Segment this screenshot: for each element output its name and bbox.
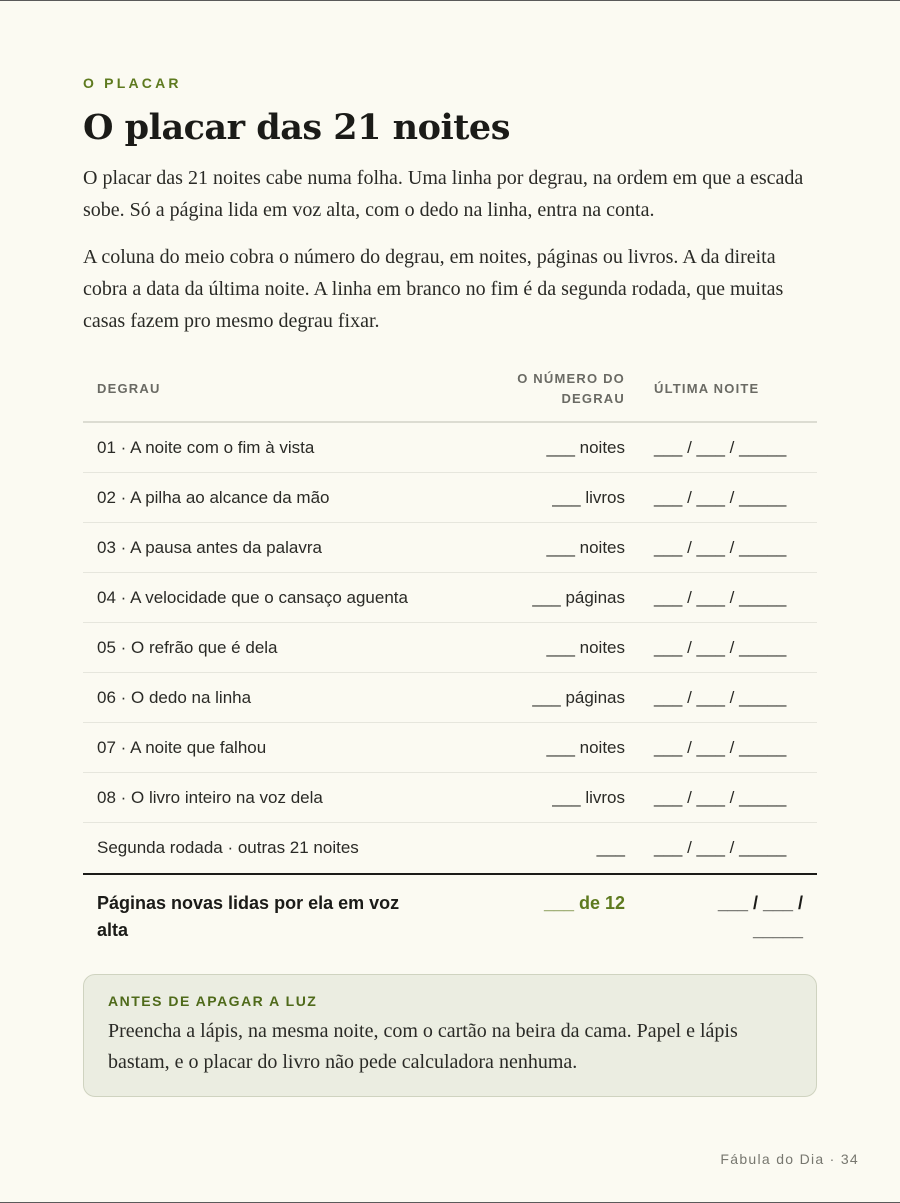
table-row: [83, 523, 817, 573]
scoreboard-table: [83, 363, 817, 969]
degrau-cell: 03 · A pausa antes da palavra: [97, 538, 322, 557]
column-header-numero: O NÚMERO DO DEGRAU: [517, 371, 625, 406]
degrau-cell: 08 · O livro inteiro na voz dela: [97, 788, 323, 807]
date-blank: ___ / ___ / _____: [654, 538, 787, 557]
degrau-cell: 02 · A pilha ao alcance da mão: [97, 488, 330, 507]
numero-blank: ___ noites: [546, 438, 625, 457]
date-blank: ___ / ___ / _____: [654, 488, 787, 507]
callout-box: [83, 974, 817, 1097]
date-blank: ___ / ___ / _____: [654, 738, 787, 757]
date-blank: ___ / ___ / _____: [654, 788, 787, 807]
section-eyebrow: O PLACAR: [83, 75, 182, 91]
numero-blank: ___ páginas: [532, 688, 625, 707]
table-row: [83, 573, 817, 623]
page-title: O placar das 21 noites: [83, 107, 510, 148]
date-blank: ___ / ___ / _____: [654, 438, 787, 457]
column-header-ultima-noite: ÚLTIMA NOITE: [654, 381, 760, 396]
degrau-cell: Segunda rodada · outras 21 noites: [97, 838, 359, 857]
total-numero-blank: ___ de 12: [543, 893, 625, 913]
numero-blank: ___ páginas: [532, 588, 625, 607]
callout-text: Preencha a lápis, na mesma noite, com o cartão na beira da cama. Papel e lápis bastam, e o placar do livro não pede calculadora nenhuma.: [108, 1020, 738, 1073]
numero-blank: ___ livros: [552, 788, 625, 807]
date-blank: ___ / ___ / _____: [654, 688, 787, 707]
degrau-cell: 05 · O refrão que é dela: [97, 638, 278, 657]
intro-paragraph: O placar das 21 noites cabe numa folha. Uma linha por degrau, na ordem em que a escada sobe. Só a página lida em voz alta, com o dedo na linha, entra na conta.: [83, 167, 804, 221]
table-row: [83, 773, 817, 823]
numero-blank: ___: [596, 838, 625, 857]
degrau-cell: 06 · O dedo na linha: [97, 688, 252, 707]
degrau-cell: 01 · A noite com o fim à vista: [97, 438, 315, 457]
numero-blank: ___ livros: [552, 488, 625, 507]
page-footer: Fábula do Dia · 34: [720, 1151, 859, 1167]
total-label: Páginas novas lidas por ela em voz alta: [97, 893, 400, 940]
table-total-row: [83, 875, 817, 969]
table-row-second-round: [83, 823, 817, 875]
numero-blank: ___ noites: [546, 538, 625, 557]
table-row: [83, 423, 817, 473]
table-row: [83, 723, 817, 773]
table-row: [83, 473, 817, 523]
degrau-cell: 04 · A velocidade que o cansaço aguenta: [97, 588, 408, 607]
table-header: [83, 363, 817, 423]
numero-blank: ___ noites: [546, 738, 625, 757]
degrau-cell: 07 · A noite que falhou: [97, 738, 267, 757]
date-blank: ___ / ___ / _____: [654, 638, 787, 657]
total-date-blank: ___ / ___ / _____: [717, 893, 803, 940]
date-blank: ___ / ___ / _____: [654, 838, 787, 857]
columns-paragraph: A coluna do meio cobra o número do degrau, em noites, páginas ou livros. A da direita cobra a data da última noite. A linha em branco no fim é da segunda rodada, que muitas casas fazem pro mesmo degrau fixar.: [83, 246, 784, 332]
numero-blank: ___ noites: [546, 638, 625, 657]
table-row: [83, 673, 817, 723]
date-blank: ___ / ___ / _____: [654, 588, 787, 607]
table-row: [83, 623, 817, 673]
callout-title: ANTES DE APAGAR A LUZ: [108, 993, 318, 1009]
column-header-degrau: DEGRAU: [97, 381, 161, 396]
